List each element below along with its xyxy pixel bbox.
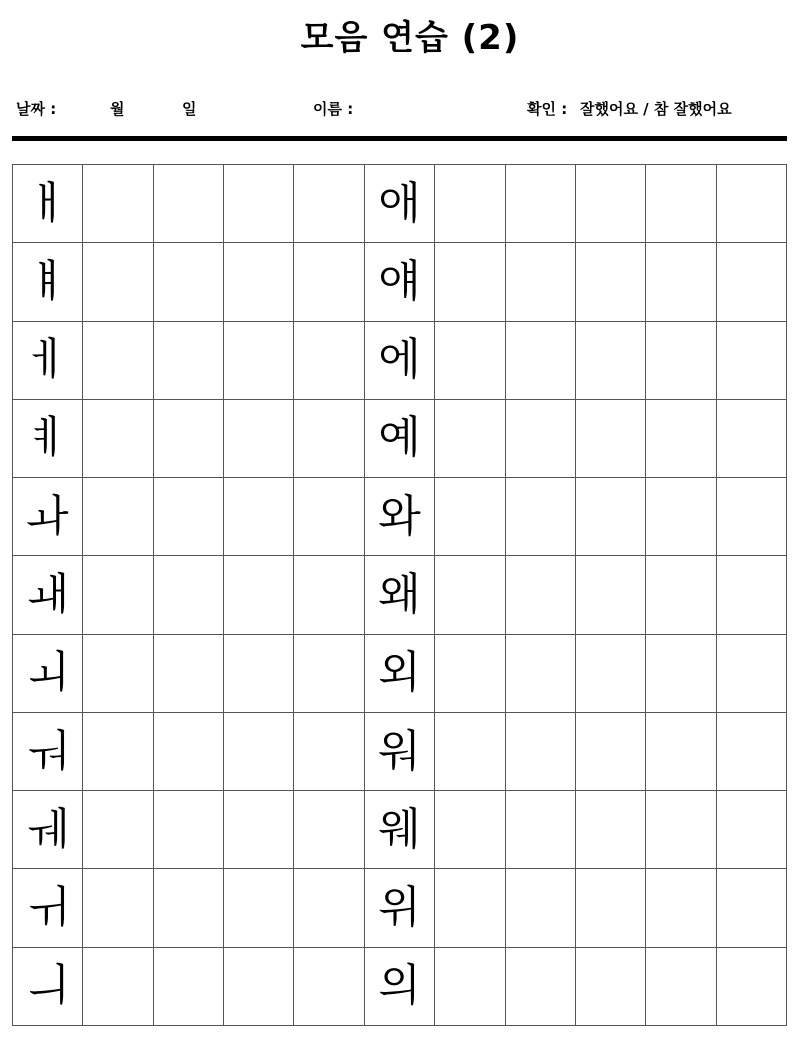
practice-cell[interactable]: [646, 400, 716, 478]
practice-cell[interactable]: [83, 243, 153, 321]
header-divider: [12, 136, 787, 141]
practice-cell[interactable]: [83, 635, 153, 713]
practice-cell[interactable]: [435, 948, 505, 1026]
date-label: 날짜 :: [16, 100, 57, 118]
vowel-cell: ㅒ: [13, 243, 83, 321]
check-options: 잘했어요 / 참 잘했어요: [580, 100, 732, 118]
practice-cell[interactable]: [294, 869, 364, 947]
syllable-cell: 와: [365, 478, 435, 556]
practice-cell[interactable]: [83, 478, 153, 556]
practice-cell[interactable]: [154, 948, 224, 1026]
practice-cell[interactable]: [576, 322, 646, 400]
practice-cell[interactable]: [717, 791, 787, 869]
practice-cell[interactable]: [717, 713, 787, 791]
practice-cell[interactable]: [717, 869, 787, 947]
practice-cell[interactable]: [576, 713, 646, 791]
practice-cell[interactable]: [224, 322, 294, 400]
vowel-cell: ㅐ: [13, 165, 83, 243]
practice-cell[interactable]: [294, 713, 364, 791]
syllable-cell: 왜: [365, 556, 435, 634]
vowel-cell: ㅘ: [13, 478, 83, 556]
practice-cell[interactable]: [83, 869, 153, 947]
practice-cell[interactable]: [294, 635, 364, 713]
practice-cell[interactable]: [154, 791, 224, 869]
practice-cell[interactable]: [83, 713, 153, 791]
practice-cell[interactable]: [224, 400, 294, 478]
practice-cell[interactable]: [83, 400, 153, 478]
syllable-cell: 예: [365, 400, 435, 478]
practice-cell[interactable]: [294, 556, 364, 634]
practice-cell[interactable]: [576, 948, 646, 1026]
practice-cell[interactable]: [83, 948, 153, 1026]
practice-cell[interactable]: [224, 478, 294, 556]
syllable-cell: 얘: [365, 243, 435, 321]
practice-cell[interactable]: [224, 948, 294, 1026]
info-row: [0, 98, 800, 120]
practice-cell[interactable]: [576, 635, 646, 713]
practice-cell[interactable]: [154, 556, 224, 634]
practice-cell[interactable]: [646, 322, 716, 400]
practice-cell[interactable]: [83, 165, 153, 243]
practice-cell[interactable]: [83, 791, 153, 869]
practice-cell[interactable]: [646, 556, 716, 634]
practice-cell[interactable]: [576, 791, 646, 869]
practice-cell[interactable]: [294, 165, 364, 243]
practice-cell[interactable]: [154, 400, 224, 478]
practice-cell[interactable]: [224, 635, 294, 713]
practice-cell[interactable]: [717, 322, 787, 400]
practice-cell[interactable]: [576, 556, 646, 634]
practice-cell[interactable]: [506, 165, 576, 243]
practice-cell[interactable]: [576, 478, 646, 556]
practice-cell[interactable]: [294, 322, 364, 400]
practice-cell[interactable]: [717, 635, 787, 713]
practice-cell[interactable]: [435, 165, 505, 243]
practice-cell[interactable]: [506, 791, 576, 869]
practice-cell[interactable]: [294, 791, 364, 869]
practice-cell[interactable]: [576, 243, 646, 321]
practice-cell[interactable]: [646, 791, 716, 869]
practice-grid: [12, 164, 787, 1026]
practice-cell[interactable]: [506, 635, 576, 713]
vowel-cell: ㅖ: [13, 400, 83, 478]
month-label: 월: [110, 100, 125, 118]
vowel-cell: ㅔ: [13, 322, 83, 400]
practice-cell[interactable]: [154, 243, 224, 321]
practice-cell[interactable]: [224, 556, 294, 634]
practice-cell[interactable]: [224, 243, 294, 321]
practice-cell[interactable]: [435, 791, 505, 869]
practice-cell[interactable]: [224, 165, 294, 243]
practice-cell[interactable]: [506, 948, 576, 1026]
practice-cell[interactable]: [576, 400, 646, 478]
vowel-cell: ㅝ: [13, 713, 83, 791]
practice-cell[interactable]: [576, 165, 646, 243]
syllable-cell: 워: [365, 713, 435, 791]
check-label: 확인 :: [527, 100, 568, 118]
practice-cell[interactable]: [717, 400, 787, 478]
practice-cell[interactable]: [224, 869, 294, 947]
practice-cell[interactable]: [224, 791, 294, 869]
name-label: 이름 :: [313, 100, 354, 118]
practice-cell[interactable]: [646, 478, 716, 556]
practice-cell[interactable]: [717, 165, 787, 243]
practice-cell[interactable]: [435, 635, 505, 713]
practice-cell[interactable]: [435, 400, 505, 478]
practice-cell[interactable]: [154, 869, 224, 947]
practice-cell[interactable]: [717, 243, 787, 321]
vowel-cell: ㅢ: [13, 948, 83, 1026]
practice-cell[interactable]: [717, 556, 787, 634]
practice-cell[interactable]: [435, 869, 505, 947]
day-label: 일: [182, 100, 197, 118]
practice-cell[interactable]: [294, 948, 364, 1026]
practice-cell[interactable]: [435, 478, 505, 556]
practice-cell[interactable]: [646, 635, 716, 713]
practice-cell[interactable]: [576, 869, 646, 947]
practice-cell[interactable]: [435, 713, 505, 791]
syllable-cell: 애: [365, 165, 435, 243]
practice-cell[interactable]: [646, 165, 716, 243]
practice-cell[interactable]: [83, 322, 153, 400]
practice-cell[interactable]: [506, 243, 576, 321]
syllable-cell: 웨: [365, 791, 435, 869]
syllable-cell: 의: [365, 948, 435, 1026]
practice-cell[interactable]: [506, 400, 576, 478]
practice-cell[interactable]: [646, 243, 716, 321]
practice-cell[interactable]: [154, 322, 224, 400]
practice-cell[interactable]: [435, 556, 505, 634]
practice-cell[interactable]: [294, 478, 364, 556]
syllable-cell: 위: [365, 869, 435, 947]
practice-cell[interactable]: [154, 165, 224, 243]
syllable-cell: 외: [365, 635, 435, 713]
practice-cell[interactable]: [717, 948, 787, 1026]
practice-cell[interactable]: [506, 869, 576, 947]
practice-cell[interactable]: [154, 478, 224, 556]
vowel-cell: ㅟ: [13, 869, 83, 947]
page-title: 모음 연습 (2): [300, 18, 520, 58]
practice-cell[interactable]: [506, 478, 576, 556]
practice-cell[interactable]: [154, 713, 224, 791]
practice-cell[interactable]: [294, 243, 364, 321]
practice-cell[interactable]: [506, 556, 576, 634]
practice-cell[interactable]: [83, 556, 153, 634]
practice-cell[interactable]: [435, 322, 505, 400]
practice-cell[interactable]: [294, 400, 364, 478]
practice-cell[interactable]: [506, 713, 576, 791]
vowel-cell: ㅚ: [13, 635, 83, 713]
practice-cell[interactable]: [154, 635, 224, 713]
practice-cell[interactable]: [435, 243, 505, 321]
practice-cell[interactable]: [224, 713, 294, 791]
vowel-cell: ㅙ: [13, 556, 83, 634]
vowel-cell: ㅞ: [13, 791, 83, 869]
practice-cell[interactable]: [646, 713, 716, 791]
practice-cell[interactable]: [646, 948, 716, 1026]
practice-cell[interactable]: [646, 869, 716, 947]
practice-cell[interactable]: [506, 322, 576, 400]
practice-cell[interactable]: [717, 478, 787, 556]
syllable-cell: 에: [365, 322, 435, 400]
